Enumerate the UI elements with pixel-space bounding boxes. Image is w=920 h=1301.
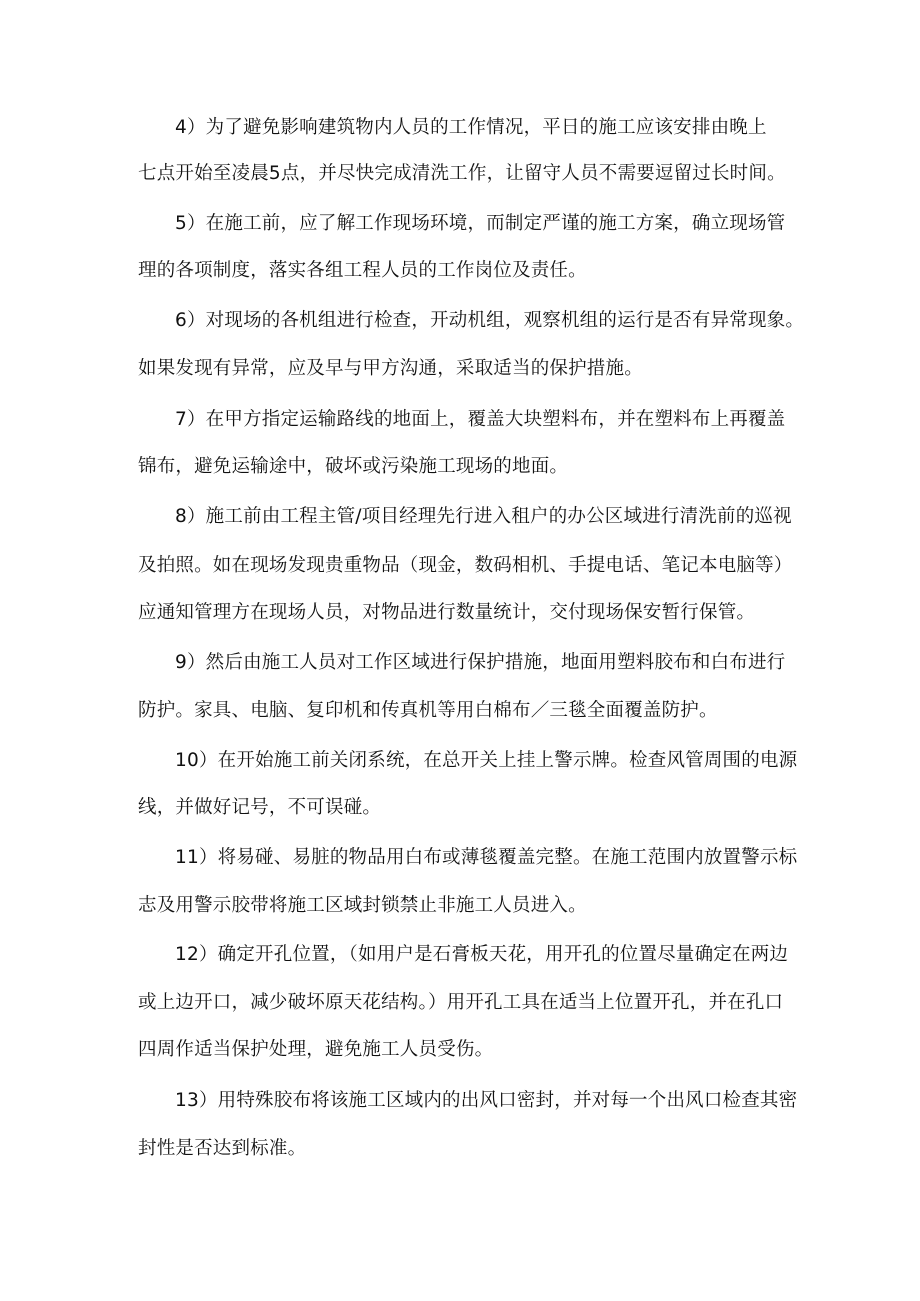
paragraph-13-line-2: 封性是否达到标准。 xyxy=(138,1138,307,1159)
paragraph-4-line-2: 七点开始至凌晨5点，并尽快完成清洗工作，让留守人员不需要逗留过长时间。 xyxy=(138,163,786,184)
paragraph-12-line-3: 四周作适当保护处理，避免施工人员受伤。 xyxy=(138,1039,494,1060)
paragraph-9-line-1: 9）然后由施工人员对工作区域进行保护措施，地面用塑料胶布和白布进行 xyxy=(175,652,786,673)
paragraph-13-line-1: 13）用特殊胶布将该施工区域内的出风口密封，并对每一个出风口检查其密 xyxy=(175,1090,798,1111)
paragraph-5-line-1: 5）在施工前，应了解工作现场环境，而制定严谨的施工方案，确立现场管 xyxy=(175,213,786,234)
paragraph-7-line-2: 锦布，避免运输途中，破坏或污染施工现场的地面。 xyxy=(138,456,569,477)
paragraph-11-line-2: 志及用警示胶带将施工区域封锁禁止非施工人员进入。 xyxy=(138,895,587,916)
paragraph-12-line-1: 12）确定开孔位置，（如用户是石膏板天花，用开孔的位置尽量确定在两边 xyxy=(175,944,789,965)
paragraph-12-line-2: 或上边开口，减少破坏原天花结构。）用开孔工具在适当上位置开孔，并在孔口 xyxy=(138,992,784,1013)
paragraph-6-line-1: 6）对现场的各机组进行检查，开动机组，观察机组的运行是否有异常现象。 xyxy=(175,310,805,331)
paragraph-10-line-2: 线，并做好记号，不可误碰。 xyxy=(138,797,382,818)
paragraph-10-line-1: 10）在开始施工前关闭系统，在总开关上挂上警示牌。检查风管周围的电源 xyxy=(175,750,798,771)
paragraph-11-line-1: 11）将易碰、易脏的物品用白布或薄毯覆盖完整。在施工范围内放置警示标 xyxy=(175,847,798,868)
paragraph-8-line-1: 8）施工前由工程主管/项目经理先行进入租户的办公区域进行清洗前的巡视 xyxy=(175,506,792,527)
paragraph-8-line-3: 应通知管理方在现场人员，对物品进行数量统计，交付现场保安暂行保管。 xyxy=(138,602,756,623)
paragraph-8-line-2: 及拍照。如在现场发现贵重物品（现金，数码相机、手提电话、笔记本电脑等） xyxy=(138,555,793,576)
paragraph-5-line-2: 理的各项制度，落实各组工程人员的工作岗位及责任。 xyxy=(138,260,587,281)
paragraph-7-line-1: 7）在甲方指定运输路线的地面上，覆盖大块塑料布，并在塑料布上再覆盖 xyxy=(175,409,786,430)
paragraph-9-line-2: 防护。家具、电脑、复印机和传真机等用白棉布／三毯全面覆盖防护。 xyxy=(138,700,718,721)
paragraph-4-line-1: 4）为了避免影响建筑物内人员的工作情况，平日的施工应该安排由晚上 xyxy=(175,117,767,138)
paragraph-6-line-2: 如果发现有异常，应及早与甲方沟通，采取适当的保护措施。 xyxy=(138,358,643,379)
